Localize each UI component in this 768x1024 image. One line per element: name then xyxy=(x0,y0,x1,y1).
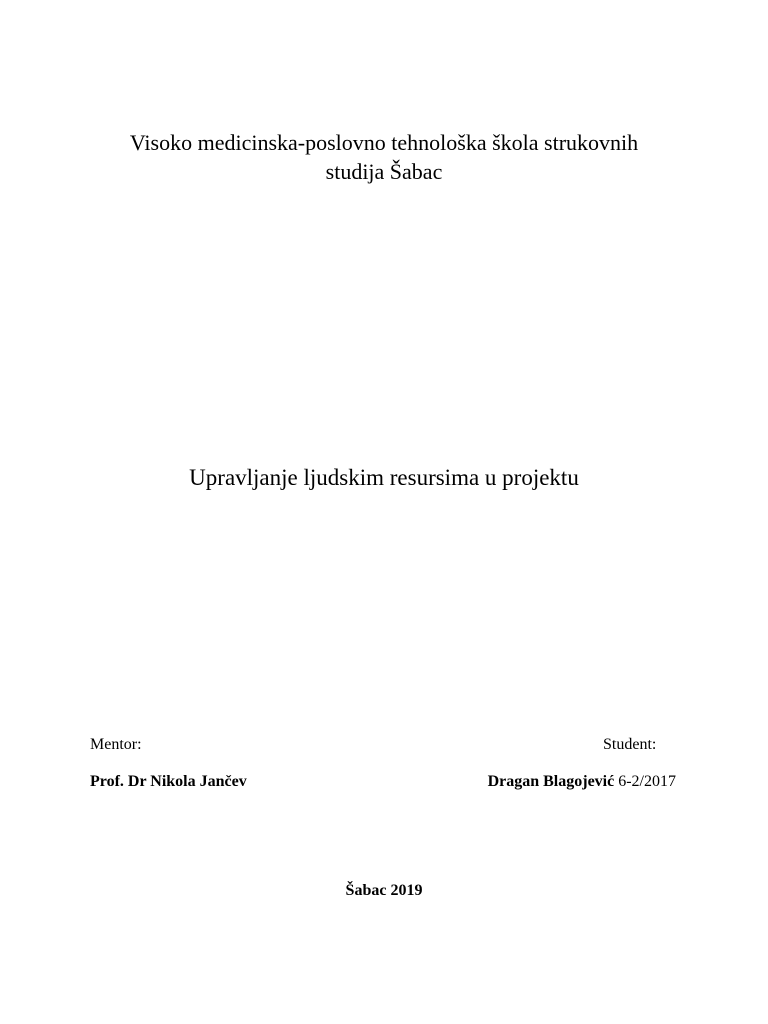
institution-name xyxy=(0,128,768,186)
student-name: Dragan Blagojević xyxy=(487,773,615,790)
institution-line-1: Visoko medicinska-poslovno tehnološka škola strukovnih xyxy=(129,130,639,155)
student-info xyxy=(488,772,676,792)
student-index: 6-2/2017 xyxy=(618,773,676,790)
mentor-label: Mentor: xyxy=(90,736,142,753)
document-title: Upravljanje ljudskim resursima u projektu xyxy=(189,465,579,490)
place-and-year: Šabac 2019 xyxy=(345,882,423,899)
institution-line-2: studija Šabac xyxy=(325,159,443,184)
student-label: Student: xyxy=(603,736,657,753)
mentor-name: Prof. Dr Nikola Jančev xyxy=(90,773,247,790)
